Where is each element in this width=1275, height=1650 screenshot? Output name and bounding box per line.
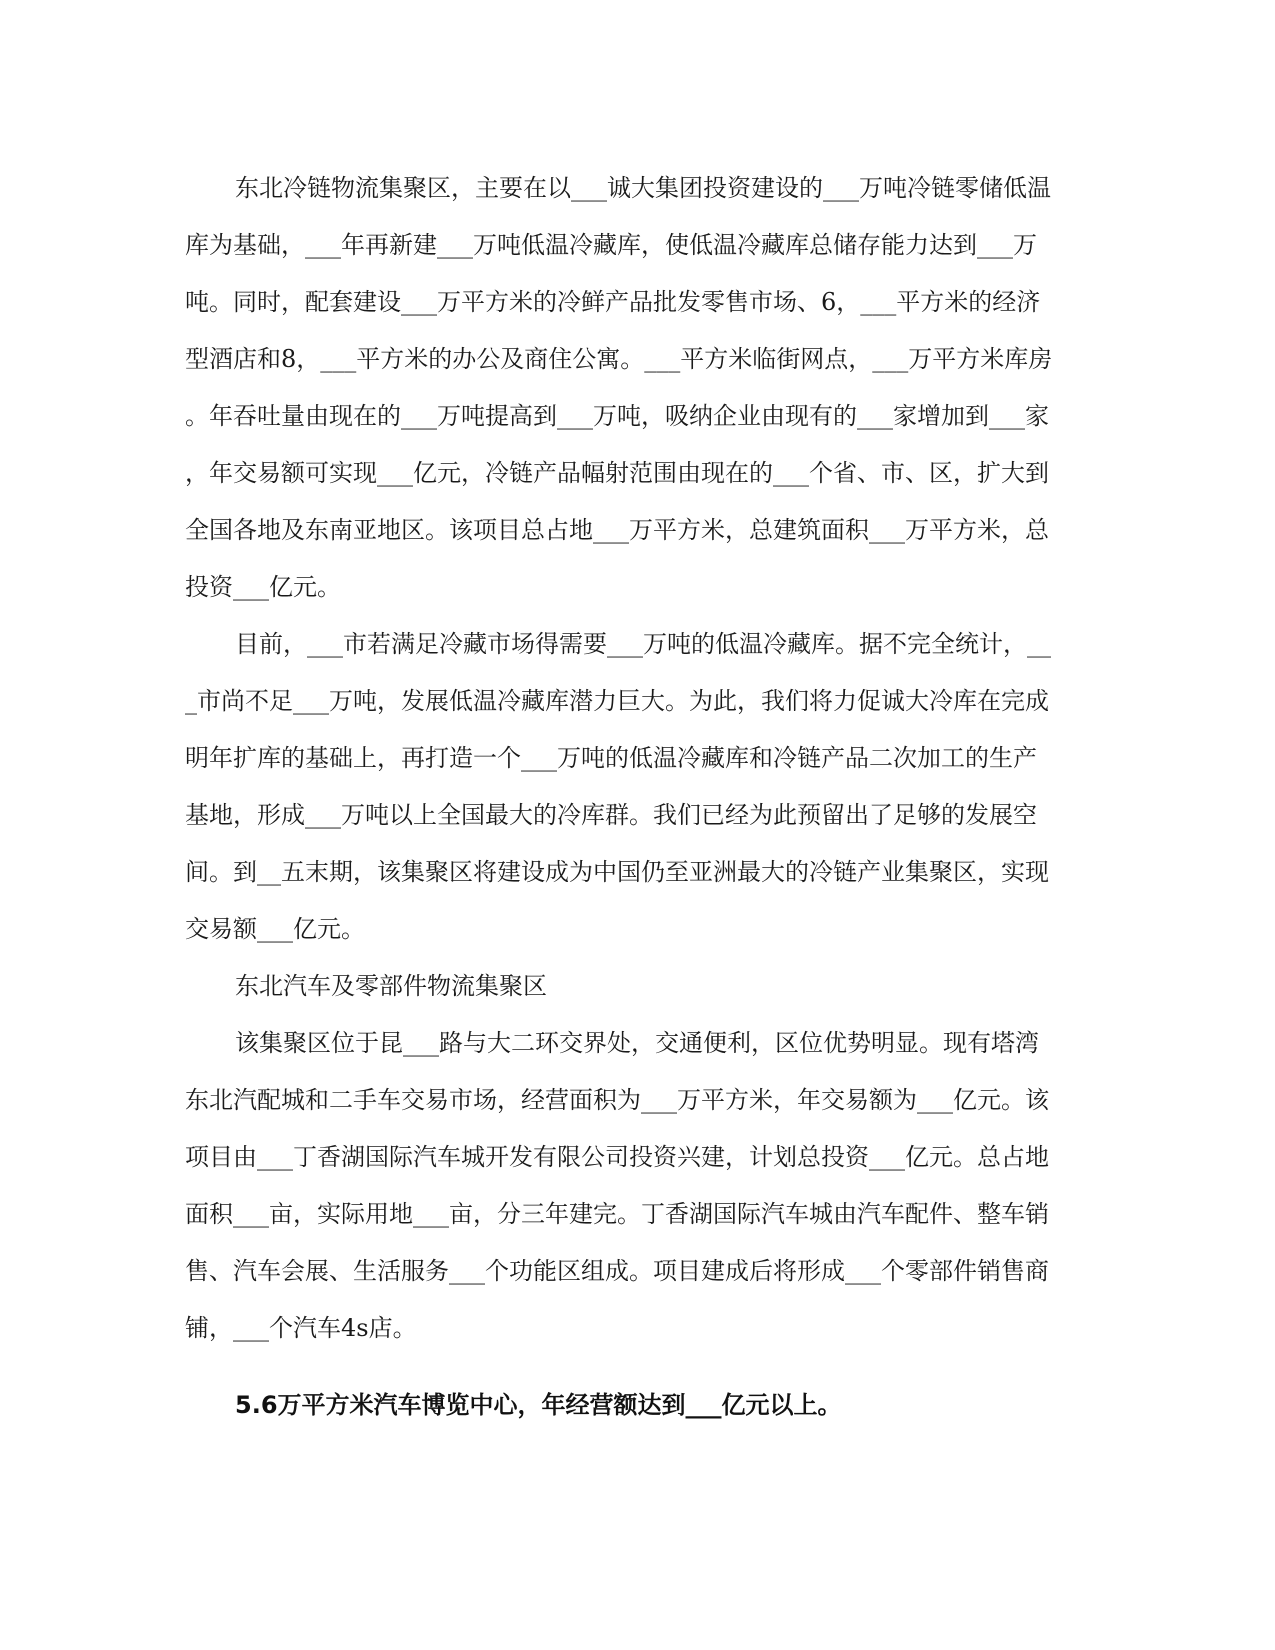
- paragraph-line: 吨。同时，配套建设___万平方米的冷鲜产品批发零售市场、6，___平方米的经济: [185, 288, 1041, 316]
- paragraph-line: 项目由___丁香湖国际汽车城开发有限公司投资兴建，计划总投资___亿元。总占地: [185, 1143, 1049, 1171]
- paragraph-line: 基地，形成___万吨以上全国最大的冷库群。我们已经为此预留出了足够的发展空: [185, 801, 1037, 829]
- paragraph-line: 间。到__五末期，该集聚区将建设成为中国仍至亚洲最大的冷链产业集聚区，实现: [185, 858, 1049, 886]
- paragraph-line: 交易额___亿元。: [185, 915, 365, 943]
- document-body: [185, 160, 1065, 1435]
- paragraph-line: ，年交易额可实现___亿元，冷链产品幅射范围由现在的___个省、市、区，扩大到: [185, 459, 1049, 487]
- paragraph-line: 投资___亿元。: [185, 573, 341, 601]
- paragraph-line: 东北冷链物流集聚区，主要在以___诚大集团投资建设的___万吨冷链零储低温: [235, 174, 1051, 202]
- paragraph-line: 售、汽车会展、生活服务___个功能区组成。项目建成后将形成___个零部件销售商: [185, 1257, 1049, 1285]
- paragraph-line: 面积___亩，实际用地___亩，分三年建完。丁香湖国际汽车城由汽车配件、整车销: [185, 1200, 1049, 1228]
- paragraph-line: 铺，___个汽车4s店。: [185, 1314, 417, 1342]
- section-heading: 东北汽车及零部件物流集聚区: [235, 972, 547, 1000]
- paragraph-line: 该集聚区位于昆___路与大二环交界处，交通便利，区位优势明显。现有塔湾: [235, 1029, 1039, 1057]
- paragraph-line: 明年扩库的基础上，再打造一个___万吨的低温冷藏库和冷链产品二次加工的生产: [185, 744, 1037, 772]
- bold-highlight-line: 5.6万平方米汽车博览中心，年经营额达到___亿元以上。: [235, 1391, 842, 1419]
- paragraph-line: _市尚不足___万吨，发展低温冷藏库潜力巨大。为此，我们将力促诚大冷库在完成: [185, 687, 1049, 715]
- paragraph-line: 全国各地及东南亚地区。该项目总占地___万平方米，总建筑面积___万平方米，总: [185, 516, 1049, 544]
- paragraph-line: 库为基础，___年再新建___万吨低温冷藏库，使低温冷藏库总储存能力达到___万: [185, 231, 1037, 259]
- paragraph-line: 。年吞吐量由现在的___万吨提高到___万吨，吸纳企业由现有的___家增加到___家: [185, 402, 1049, 430]
- paragraph-line: 东北汽配城和二手车交易市场，经营面积为___万平方米，年交易额为___亿元。该: [185, 1086, 1049, 1114]
- paragraph-line: 目前，___市若满足冷藏市场得需要___万吨的低温冷藏库。据不完全统计，__: [235, 630, 1051, 658]
- paragraph-line: 型酒店和8，___平方米的办公及商住公寓。___平方米临街网点，___万平方米库房: [185, 345, 1053, 373]
